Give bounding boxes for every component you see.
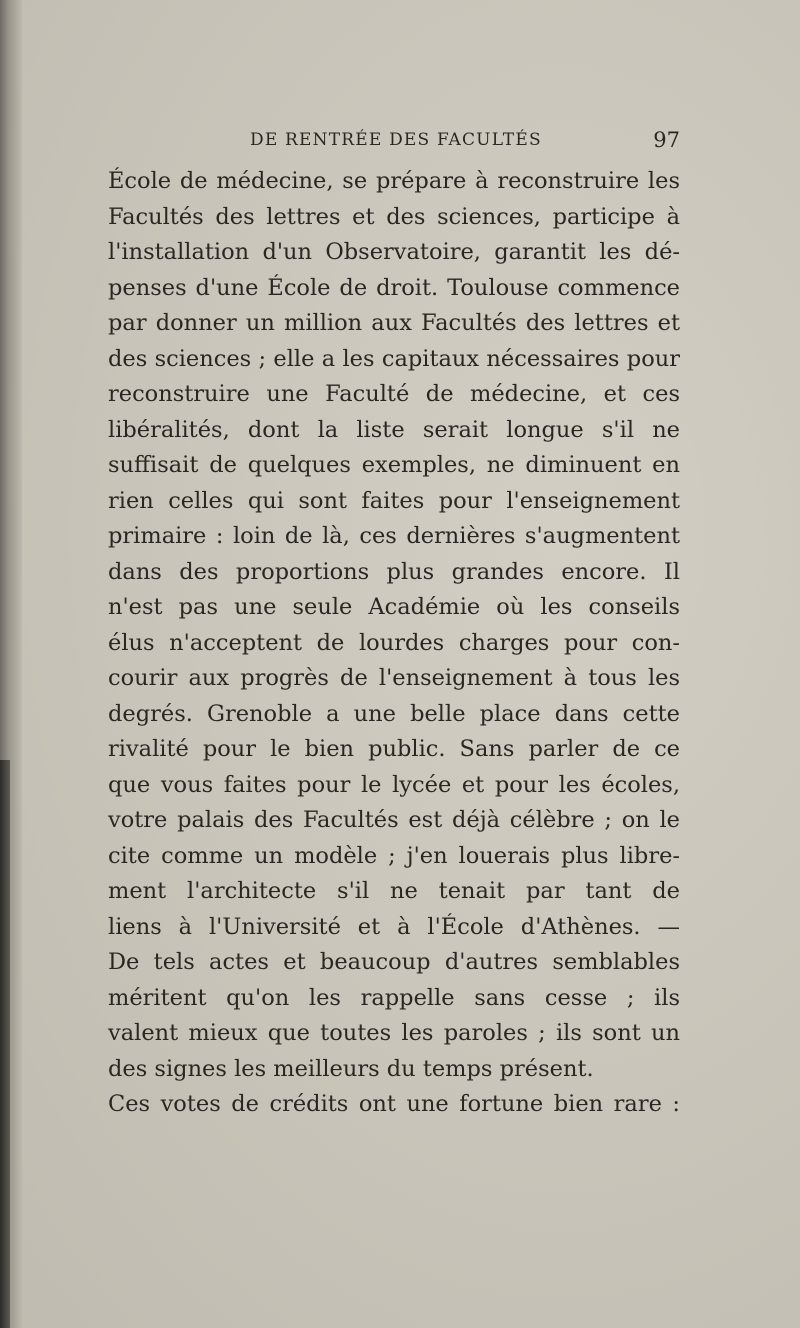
page-header	[108, 128, 680, 154]
text-line: De tels actes et beaucoup d'autres semblables	[108, 949, 680, 975]
text-line: élus n'acceptent de lourdes charges pour con-	[108, 629, 680, 656]
text-line: suffisait de quelques exemples, ne diminuent en	[108, 452, 680, 478]
text-line: ment l'architecte s'il ne tenait par tant de	[108, 878, 680, 904]
text-line: méritent qu'on les rappelle sans cesse ; ils	[108, 984, 680, 1011]
text-line: valent mieux que toutes les paroles ; ils sont un	[108, 1020, 680, 1046]
text-line: liens à l'Université et à l'École d'Athènes. —	[108, 913, 680, 940]
text-line: n'est pas une seule Académie où les conseils	[108, 594, 680, 620]
text-line: degrés. Grenoble a une belle place dans cette	[108, 700, 680, 727]
text-line: reconstruire une Faculté de médecine, et ces	[108, 381, 680, 407]
text-line: dans des proportions plus grandes encore. Il	[108, 558, 680, 585]
text-line: cite comme un modèle ; j'en louerais plus libre-	[108, 842, 680, 869]
text-line: des signes les meilleurs du temps présent.	[108, 1055, 594, 1082]
text-line: rien celles qui sont faites pour l'enseignement	[108, 487, 680, 514]
text-line: libéralités, dont la liste serait longue s'il ne	[108, 416, 680, 443]
text-line: par donner un million aux Facultés des lettres et	[108, 310, 680, 336]
text-line: courir aux progrès de l'enseignement à tous les	[108, 665, 680, 691]
text-line: rivalité pour le bien public. Sans parler de ce	[108, 736, 680, 762]
text-line: des sciences ; elle a les capitaux nécessaires pour	[108, 345, 680, 372]
text-line: Facultés des lettres et des sciences, participe à	[108, 203, 680, 230]
text-line: que vous faites pour le lycée et pour les écoles,	[108, 771, 680, 798]
text-line: primaire : loin de là, ces dernières s'augmentent	[108, 523, 680, 549]
text-line: votre palais des Facultés est déjà célèbre ; on le	[108, 807, 680, 833]
text-line: Ces votes de crédits ont une fortune bien rare :	[108, 1091, 680, 1117]
text-line: École de médecine, se prépare à reconstruire les	[108, 168, 680, 194]
binding-edge	[0, 760, 10, 1328]
text-line: penses d'une École de droit. Toulouse commence	[108, 274, 680, 301]
body-text	[108, 164, 680, 1123]
text-line: l'installation d'un Observatoire, garantit les dé-	[108, 239, 680, 265]
page-number: 97	[653, 128, 680, 152]
running-head: DE RENTRÉE DES FACULTÉS	[250, 130, 542, 150]
